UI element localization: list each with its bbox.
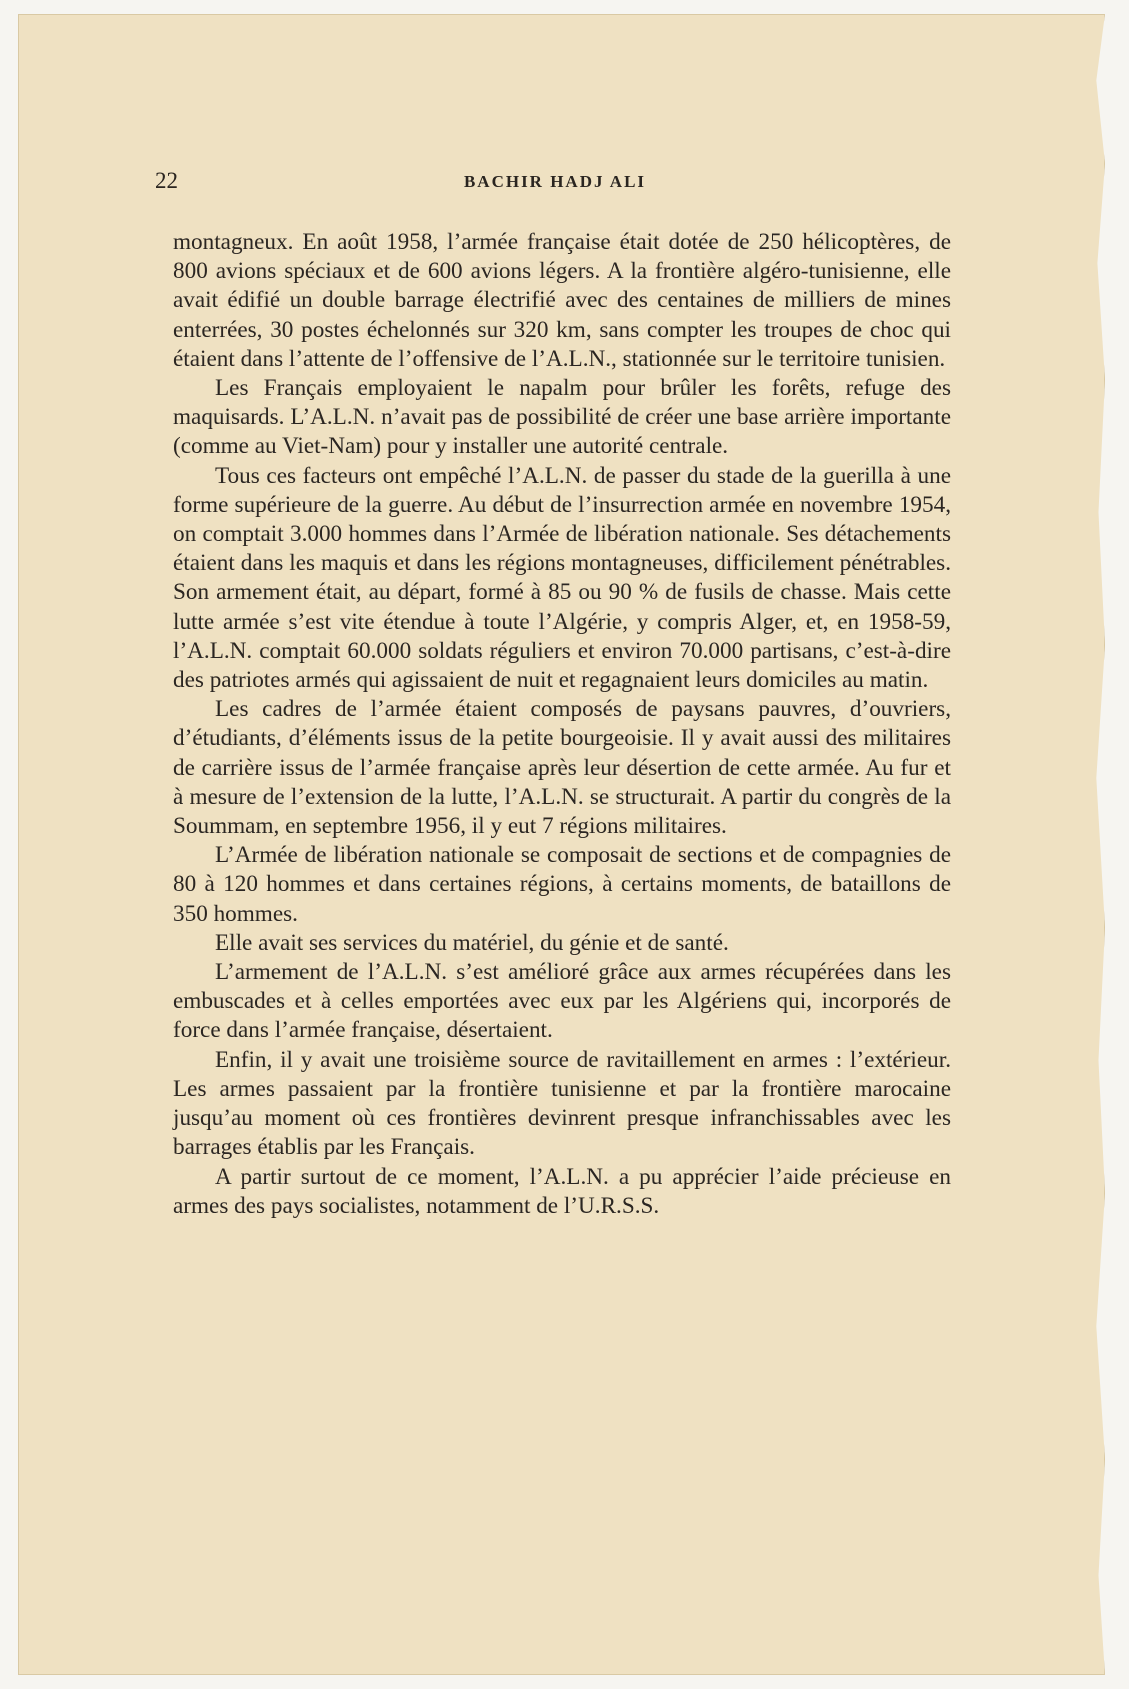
page-number: 22: [155, 168, 178, 193]
paragraph: A partir surtout de ce moment, l’A.L.N. a pu apprécier l’aide précieuse en armes des pays socialistes, notamment de l’U.R.S.S.: [173, 1163, 951, 1219]
paragraph: Elle avait ses services du matériel, du génie et de santé.: [215, 929, 729, 956]
page-header: [155, 168, 955, 204]
paragraph: L’Armée de libération nationale se composait de sections et de compagnies de 80 à 120 hommes et dans certaines régions, à certains moments, de bataillons de 350 hommes.: [173, 842, 951, 927]
paragraph: L’armement de l’A.L.N. s’est amélioré grâce aux armes récupérées dans les embuscades et à celles emportées avec eux par les Algériens qui, incorporés de force dans l’armée française, désertaient.: [173, 959, 951, 1044]
body-text: [173, 228, 951, 1221]
paragraph: Les cadres de l’armée étaient composés de paysans pauvres, d’ouvriers, d’étudiants, d’éléments issus de la petite bourgeoisie. Il y avait aussi des militaires de carrière issus de l’armée française après leur désertion de cette armée. Au fur et à mesure de l’extension de la lutte, l’A.L.N. se structurait. A partir du congrès de la Soummam, en septembre 1956, il y eut 7 régions militaires.: [173, 696, 951, 840]
paragraph: Enfin, il y avait une troisième source de ravitaillement en armes : l’extérieur. Les armes passaient par la frontière tunisienne et par la frontière marocaine jusqu’au moment où ces frontières devinrent presque infranchissables avec les barrages établis par les Français.: [173, 1046, 951, 1161]
paragraph: Tous ces facteurs ont empêché l’A.L.N. de passer du stade de la guerilla à une forme supérieure de la guerre. Au début de l’insurrection armée en novembre 1954, on comptait 3.000 hommes dans l’Armée de libération nationale. Ses détachements étaient dans les maquis et dans les régions montagneuses, difficilement pénétrables. Son armement était, au départ, formé à 85 ou 90 % de fusils de chasse. Mais cette lutte armée s’est vite étendue à toute l’Algérie, y compris Alger, et, en 1958-59, l’A.L.N. comptait 60.000 soldats réguliers et environ 70.000 partisans, c’est-à-dire des patriotes armés qui agissaient de nuit et regagnaient leurs domiciles au matin.: [173, 462, 951, 694]
paragraph: montagneux. En août 1958, l’armée française était dotée de 250 hélicoptères, de 800 avions spéciaux et de 600 avions légers. A la frontière algéro-tunisienne, elle avait édifié un double barrage électrifié avec des centaines de milliers de mines enterrées, 30 postes échelonnés sur 320 km, sans compter les troupes de choc qui étaient dans l’attente de l’offensive de l’A.L.N., stationnée sur le territoire tunisien.: [173, 229, 951, 372]
running-head: BACHIR HADJ ALI: [463, 172, 647, 191]
paragraph: Les Français employaient le napalm pour brûler les forêts, refuge des maquisards. L’A.L.N. n’avait pas de possibilité de créer une base arrière importante (comme au Viet-Nam) pour y installer une autorité centrale.: [173, 375, 951, 460]
